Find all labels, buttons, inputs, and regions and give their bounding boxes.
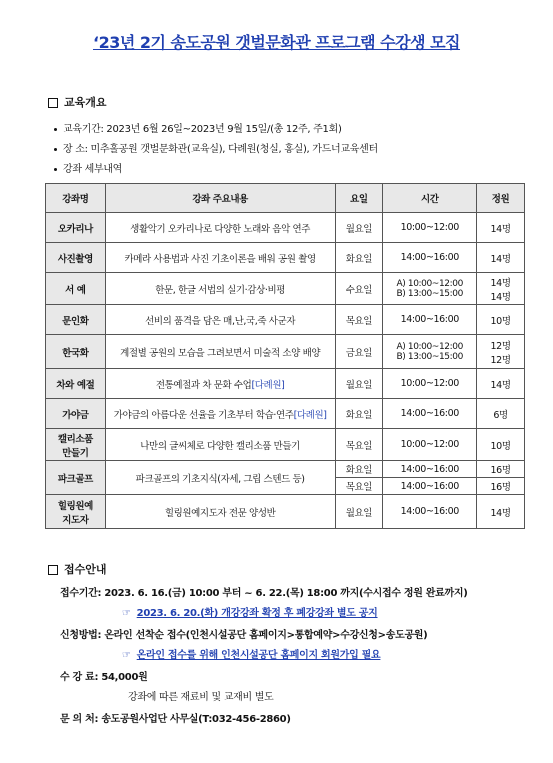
course-content: 생활악기 오카리나로 다양한 노래와 음악 연주 <box>105 213 335 243</box>
header-day: 요일 <box>335 184 383 213</box>
table-row <box>46 273 525 305</box>
course-details-label: 강좌 세부내역 <box>54 160 122 175</box>
course-day: 월요일 <box>335 495 383 529</box>
course-day: 화요일 <box>335 399 383 429</box>
course-content: 선비의 품격을 담은 매,난,국,죽 사군자 <box>105 305 335 335</box>
education-place: 장 소: 미추홀공원 갯벌문화관(교육실), 다례원(청실, 홍실), 가드너교육센터 <box>54 140 378 155</box>
course-capacity: 12명 12명 <box>477 335 525 369</box>
course-capacity: 10명 <box>477 305 525 335</box>
course-time: 14:00~16:00 <box>383 305 477 335</box>
course-time: 10:00~12:00 <box>383 429 477 461</box>
course-name: 캘리소품 만들기 <box>46 429 106 461</box>
table-row <box>46 213 525 243</box>
course-time: 14:00~16:00 <box>383 243 477 273</box>
bullet-icon <box>54 148 57 151</box>
course-content: 한문, 한글 서법의 실기·감상·비평 <box>105 273 335 305</box>
course-table <box>45 183 525 529</box>
course-capacity: 14명 <box>477 243 525 273</box>
page-title: ‘23년 2기 송도공원 갯벌문화관 프로그램 수강생 모집 <box>92 33 461 52</box>
course-content: 계절별 공원의 모습을 그려보면서 미술적 소양 배양 <box>105 335 335 369</box>
header-content: 강좌 주요내용 <box>105 184 335 213</box>
tuition-fee-note: 강좌에 따른 재료비 및 교재비 별도 <box>128 692 274 703</box>
course-capacity: 14명 14명 <box>477 273 525 305</box>
course-day: 목요일 <box>335 429 383 461</box>
course-capacity: 14명 <box>477 213 525 243</box>
square-bullet-icon <box>48 565 58 575</box>
course-time: 14:00~16:00 <box>383 461 477 478</box>
course-time: 14:00~16:00 <box>383 495 477 529</box>
course-capacity: 16명 <box>477 478 525 495</box>
pointing-hand-icon: ☞ <box>122 650 131 661</box>
header-capacity: 정원 <box>477 184 525 213</box>
apply-method: 신청방법: 온라인 선착순 접수(인천시설공단 홈페이지>통합예약>수강신청>송도공원) <box>60 630 428 641</box>
course-capacity: 14명 <box>477 495 525 529</box>
course-name: 가야금 <box>46 399 106 429</box>
overview-heading: 교육개요 <box>48 94 107 110</box>
course-day: 목요일 <box>335 478 383 495</box>
course-day: 월요일 <box>335 213 383 243</box>
course-capacity: 10명 <box>477 429 525 461</box>
table-row <box>46 495 525 529</box>
pointing-hand-icon: ☞ <box>122 608 131 619</box>
table-row <box>46 369 525 399</box>
course-day: 화요일 <box>335 243 383 273</box>
course-capacity: 6명 <box>477 399 525 429</box>
course-name: 문인화 <box>46 305 106 335</box>
course-time: 14:00~16:00 <box>383 399 477 429</box>
course-name: 힐링원예 지도자 <box>46 495 106 529</box>
course-content: 나만의 글씨체로 다양한 캘리소품 만들기 <box>105 429 335 461</box>
course-name: 오카리나 <box>46 213 106 243</box>
course-capacity: 16명 <box>477 461 525 478</box>
course-name: 서 예 <box>46 273 106 305</box>
tuition-fee: 수 강 료: 54,000원 <box>60 672 148 683</box>
course-name: 파크골프 <box>46 461 106 495</box>
apply-period-note: ☞ 2023. 6. 20.(화) 개강강좌 확정 후 폐강강좌 별도 공지 <box>122 608 378 619</box>
apply-period: 접수기간: 2023. 6. 16.(금) 10:00 부터 ~ 6. 22.(목) 18:00 까지(수시접수 정원 완료까지) <box>60 588 468 599</box>
table-row <box>46 461 525 478</box>
table-row <box>46 399 525 429</box>
course-day: 금요일 <box>335 335 383 369</box>
course-content: 파크골프의 기초지식(자세, 그립 스텐드 등) <box>105 461 335 495</box>
course-time: A) 10:00~12:00 B) 13:00~15:00 <box>383 273 477 305</box>
course-name: 차와 예절 <box>46 369 106 399</box>
apply-method-note: ☞ 온라인 접수를 위해 인천시설공단 홈페이지 회원가입 필요 <box>122 650 381 661</box>
course-day: 목요일 <box>335 305 383 335</box>
course-name: 사진촬영 <box>46 243 106 273</box>
table-row <box>46 305 525 335</box>
header-time: 시간 <box>383 184 477 213</box>
course-day: 월요일 <box>335 369 383 399</box>
course-name: 한국화 <box>46 335 106 369</box>
course-content: 전통예절과 차 문화 수업[다례원] <box>105 369 335 399</box>
course-capacity: 14명 <box>477 369 525 399</box>
header-course-name: 강좌명 <box>46 184 106 213</box>
table-header-row <box>46 184 525 213</box>
contact-info: 문 의 처: 송도공원사업단 사무실(T:032-456-2860) <box>60 714 291 725</box>
course-time: 10:00~12:00 <box>383 369 477 399</box>
course-time: 10:00~12:00 <box>383 213 477 243</box>
course-day: 수요일 <box>335 273 383 305</box>
table-row <box>46 243 525 273</box>
course-time: A) 10:00~12:00 B) 13:00~15:00 <box>383 335 477 369</box>
course-content: 힐링원예지도자 전문 양성반 <box>105 495 335 529</box>
bullet-icon <box>54 168 57 171</box>
square-bullet-icon <box>48 98 58 108</box>
course-time: 14:00~16:00 <box>383 478 477 495</box>
apply-heading: 접수안내 <box>48 561 107 577</box>
education-period: 교육기간: 2023년 6월 26일~2023년 9월 15일/(총 12주, 주1회) <box>54 120 342 135</box>
course-content: 카메라 사용법과 사진 기초이론을 배워 공원 촬영 <box>105 243 335 273</box>
table-row <box>46 429 525 461</box>
course-content: 가야금의 아름다운 선율을 기초부터 학습·연주[다례원] <box>105 399 335 429</box>
course-day: 화요일 <box>335 461 383 478</box>
table-row <box>46 335 525 369</box>
bullet-icon <box>54 128 57 131</box>
